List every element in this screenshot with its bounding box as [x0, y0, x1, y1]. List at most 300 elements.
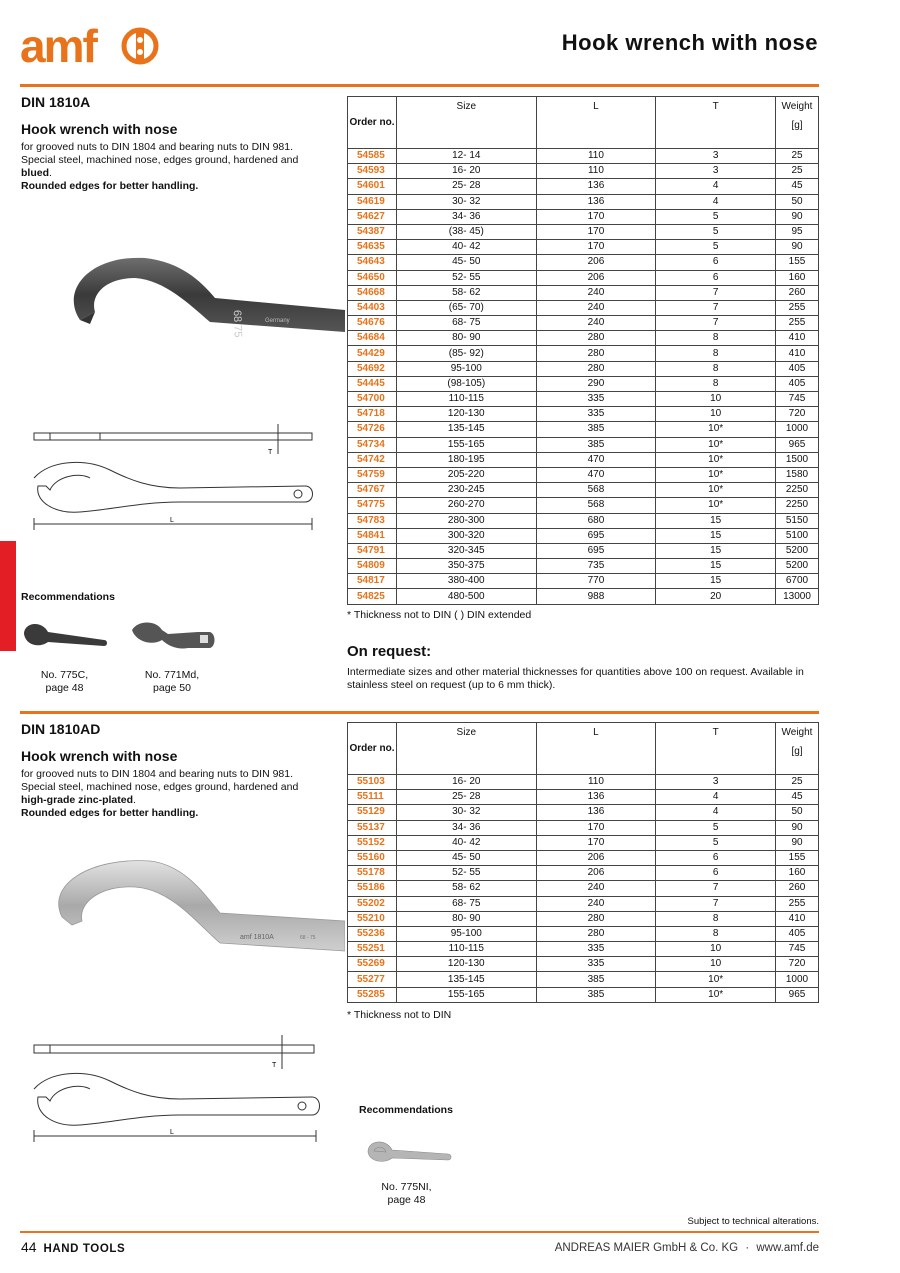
table-row	[348, 820, 819, 835]
table-row	[348, 574, 819, 589]
order-no-cell: 54692	[348, 361, 397, 376]
svg-text:L: L	[170, 1129, 174, 1136]
technical-drawing-2	[30, 1035, 325, 1145]
t-cell: 20	[656, 589, 776, 604]
table-row	[348, 331, 819, 346]
order-no-cell: 54817	[348, 574, 397, 589]
table-row	[348, 209, 819, 224]
table-row	[348, 835, 819, 850]
l-cell: 170	[536, 820, 656, 835]
l-cell: 280	[536, 361, 656, 376]
order-no-cell: 54387	[348, 224, 397, 239]
weight-cell: 1000	[776, 422, 819, 437]
section-tab-marker	[0, 541, 16, 651]
size-cell: 95-100	[396, 926, 536, 941]
t-cell: 4	[656, 179, 776, 194]
t-cell: 15	[656, 528, 776, 543]
order-no-cell: 54825	[348, 589, 397, 604]
table-row	[348, 452, 819, 467]
product-title-2: Hook wrench with nose	[21, 748, 178, 764]
order-no-cell: 54601	[348, 179, 397, 194]
size-cell: 205-220	[396, 467, 536, 482]
weight-cell: 260	[776, 881, 819, 896]
order-no-cell: 55202	[348, 896, 397, 911]
svg-text:amf 1810A: amf 1810A	[240, 934, 274, 941]
l-cell: 110	[536, 775, 656, 790]
order-no-cell: 54759	[348, 467, 397, 482]
table-row	[348, 911, 819, 926]
l-cell: 240	[536, 316, 656, 331]
l-cell: 568	[536, 498, 656, 513]
size-cell: 95-100	[396, 361, 536, 376]
recommendations-label-1: Recommendations	[21, 591, 115, 603]
table-row	[348, 376, 819, 391]
section-rule	[20, 711, 819, 714]
size-cell: 52- 55	[396, 270, 536, 285]
weight-cell: 155	[776, 850, 819, 865]
svg-text:T: T	[272, 1062, 277, 1069]
order-no-cell: 54593	[348, 164, 397, 179]
t-cell: 7	[656, 300, 776, 315]
col-l: L	[536, 723, 656, 775]
l-cell: 680	[536, 513, 656, 528]
weight-cell: 260	[776, 285, 819, 300]
size-cell: 135-145	[396, 422, 536, 437]
l-cell: 290	[536, 376, 656, 391]
table-row	[348, 972, 819, 987]
size-cell: 68- 75	[396, 316, 536, 331]
weight-cell: 2250	[776, 483, 819, 498]
t-cell: 4	[656, 805, 776, 820]
t-cell: 10*	[656, 972, 776, 987]
table-row	[348, 957, 819, 972]
order-no-cell: 54783	[348, 513, 397, 528]
table-row	[348, 316, 819, 331]
size-cell: 58- 62	[396, 881, 536, 896]
table-row	[348, 179, 819, 194]
l-cell: 206	[536, 270, 656, 285]
l-cell: 170	[536, 209, 656, 224]
l-cell: 470	[536, 452, 656, 467]
order-no-cell: 55277	[348, 972, 397, 987]
l-cell: 695	[536, 543, 656, 558]
weight-cell: 410	[776, 346, 819, 361]
t-cell: 5	[656, 240, 776, 255]
t-cell: 6	[656, 270, 776, 285]
weight-cell: 1580	[776, 467, 819, 482]
t-cell: 8	[656, 911, 776, 926]
recommendation-771md-caption: No. 771Md, page 50	[144, 669, 200, 694]
order-no-cell: 54726	[348, 422, 397, 437]
size-cell: 120-130	[396, 407, 536, 422]
t-cell: 15	[656, 559, 776, 574]
weight-cell: 720	[776, 957, 819, 972]
size-cell: 350-375	[396, 559, 536, 574]
weight-cell: 50	[776, 805, 819, 820]
page-number	[21, 1239, 125, 1255]
size-cell: 280-300	[396, 513, 536, 528]
footnote-1: * Thickness not to DIN ( ) DIN extended	[347, 609, 532, 621]
l-cell: 240	[536, 881, 656, 896]
table-row	[348, 805, 819, 820]
l-cell: 136	[536, 194, 656, 209]
table-row	[348, 285, 819, 300]
table-row	[348, 255, 819, 270]
table-row	[348, 300, 819, 315]
weight-cell: 50	[776, 194, 819, 209]
company-name: ANDREAS MAIER GmbH & Co. KG	[554, 1242, 739, 1254]
subject-note: Subject to technical alterations.	[687, 1216, 819, 1227]
t-cell: 5	[656, 224, 776, 239]
svg-text:T: T	[268, 449, 273, 456]
size-cell: 110-115	[396, 942, 536, 957]
t-cell: 3	[656, 164, 776, 179]
l-cell: 136	[536, 790, 656, 805]
col-l: L	[536, 97, 656, 149]
spec-table-1	[347, 96, 819, 605]
recommendation-775c-caption: No. 775C, page 48	[40, 669, 89, 694]
order-no-cell: 54627	[348, 209, 397, 224]
table-row	[348, 850, 819, 865]
weight-cell: 95	[776, 224, 819, 239]
table-row	[348, 392, 819, 407]
table-row	[348, 422, 819, 437]
l-cell: 470	[536, 467, 656, 482]
t-cell: 5	[656, 820, 776, 835]
size-cell: 230-245	[396, 483, 536, 498]
l-cell: 385	[536, 987, 656, 1002]
page-title: Hook wrench with nose	[561, 30, 818, 55]
size-cell: 45- 50	[396, 850, 536, 865]
l-cell: 988	[536, 589, 656, 604]
svg-text:Germany: Germany	[265, 318, 290, 324]
weight-cell: 255	[776, 896, 819, 911]
product-description-2: for grooved nuts to DIN 1804 and bearing nuts to DIN 981. Special steel, machined nose, edges ground, hardened and high-grade zinc-plated. Rounded edges for better handling.	[21, 768, 299, 819]
table-row	[348, 589, 819, 604]
weight-cell: 25	[776, 164, 819, 179]
size-cell: 25- 28	[396, 179, 536, 194]
t-cell: 8	[656, 926, 776, 941]
l-cell: 280	[536, 346, 656, 361]
weight-cell: 45	[776, 179, 819, 194]
size-cell: (85- 92)	[396, 346, 536, 361]
weight-cell: 90	[776, 209, 819, 224]
size-cell: 155-165	[396, 987, 536, 1002]
l-cell: 240	[536, 285, 656, 300]
t-cell: 10	[656, 407, 776, 422]
size-cell: 40- 42	[396, 240, 536, 255]
recommendations-label-2: Recommendations	[359, 1104, 453, 1116]
order-no-cell: 54619	[348, 194, 397, 209]
size-cell: 58- 62	[396, 285, 536, 300]
order-no-cell: 54668	[348, 285, 397, 300]
table-row	[348, 790, 819, 805]
order-no-cell: 55137	[348, 820, 397, 835]
t-cell: 10*	[656, 483, 776, 498]
size-cell: 25- 28	[396, 790, 536, 805]
weight-cell: 2250	[776, 498, 819, 513]
t-cell: 7	[656, 881, 776, 896]
weight-cell: 255	[776, 316, 819, 331]
l-cell: 695	[536, 528, 656, 543]
brand-logo	[20, 20, 160, 70]
col-order-no: Order no.	[348, 723, 397, 775]
weight-cell: 155	[776, 255, 819, 270]
table-row	[348, 881, 819, 896]
weight-cell: 410	[776, 331, 819, 346]
table-row	[348, 346, 819, 361]
size-cell: 16- 20	[396, 164, 536, 179]
t-cell: 3	[656, 149, 776, 164]
table-row	[348, 361, 819, 376]
weight-cell: 410	[776, 911, 819, 926]
t-cell: 15	[656, 543, 776, 558]
size-cell: 120-130	[396, 957, 536, 972]
order-no-cell: 55178	[348, 866, 397, 881]
table-row	[348, 164, 819, 179]
t-cell: 8	[656, 376, 776, 391]
size-cell: (98-105)	[396, 376, 536, 391]
t-cell: 4	[656, 790, 776, 805]
l-cell: 170	[536, 240, 656, 255]
wrench-photo-2	[50, 855, 345, 965]
l-cell: 206	[536, 255, 656, 270]
wrench-photo-1	[50, 250, 345, 360]
t-cell: 10*	[656, 452, 776, 467]
order-no-cell: 55210	[348, 911, 397, 926]
order-no-cell: 54585	[348, 149, 397, 164]
size-cell: 110-115	[396, 392, 536, 407]
order-no-cell: 55269	[348, 957, 397, 972]
weight-cell: 965	[776, 437, 819, 452]
order-no-cell: 54775	[348, 498, 397, 513]
order-no-cell: 54643	[348, 255, 397, 270]
col-t: T	[656, 97, 776, 149]
col-t: T	[656, 723, 776, 775]
order-no-cell: 55186	[348, 881, 397, 896]
t-cell: 7	[656, 896, 776, 911]
weight-cell: 90	[776, 240, 819, 255]
weight-cell: 25	[776, 775, 819, 790]
svg-text:68 - 75: 68 - 75	[300, 935, 316, 941]
order-no-cell: 55129	[348, 805, 397, 820]
product-title-1: Hook wrench with nose	[21, 121, 178, 137]
page-category: HAND TOOLS	[43, 1243, 126, 1255]
size-cell: 135-145	[396, 972, 536, 987]
table-row	[348, 866, 819, 881]
l-cell: 136	[536, 805, 656, 820]
order-no-cell: 55103	[348, 775, 397, 790]
t-cell: 10	[656, 392, 776, 407]
t-cell: 4	[656, 194, 776, 209]
size-cell: 16- 20	[396, 775, 536, 790]
size-cell: 80- 90	[396, 331, 536, 346]
din-heading-2: DIN 1810AD	[21, 721, 101, 737]
size-cell: 30- 32	[396, 194, 536, 209]
order-no-cell: 55251	[348, 942, 397, 957]
t-cell: 7	[656, 316, 776, 331]
order-no-cell: 54676	[348, 316, 397, 331]
weight-cell: 405	[776, 376, 819, 391]
table-row	[348, 467, 819, 482]
table-row	[348, 926, 819, 941]
t-cell: 10*	[656, 422, 776, 437]
order-no-cell: 55160	[348, 850, 397, 865]
weight-cell: 6700	[776, 574, 819, 589]
table-row	[348, 513, 819, 528]
l-cell: 335	[536, 942, 656, 957]
table-row	[348, 498, 819, 513]
order-no-cell: 54809	[348, 559, 397, 574]
spec-table-2	[347, 722, 819, 1003]
weight-cell: 745	[776, 392, 819, 407]
t-cell: 6	[656, 255, 776, 270]
t-cell: 3	[656, 775, 776, 790]
t-cell: 10*	[656, 437, 776, 452]
table-row	[348, 942, 819, 957]
l-cell: 280	[536, 926, 656, 941]
order-no-cell: 55152	[348, 835, 397, 850]
weight-cell: 5150	[776, 513, 819, 528]
size-cell: 180-195	[396, 452, 536, 467]
l-cell: 240	[536, 896, 656, 911]
l-cell: 280	[536, 911, 656, 926]
l-cell: 735	[536, 559, 656, 574]
logo-text: amf	[20, 20, 96, 70]
l-cell: 110	[536, 164, 656, 179]
weight-cell: 160	[776, 866, 819, 881]
col-size: Size	[396, 97, 536, 149]
l-cell: 568	[536, 483, 656, 498]
col-weight: Weight [g]	[776, 723, 819, 775]
t-cell: 5	[656, 835, 776, 850]
footer-rule	[20, 1231, 819, 1233]
weight-cell: 5100	[776, 528, 819, 543]
size-cell: 80- 90	[396, 911, 536, 926]
col-order-no: Order no.	[348, 97, 397, 149]
size-cell: 260-270	[396, 498, 536, 513]
t-cell: 15	[656, 574, 776, 589]
t-cell: 10*	[656, 498, 776, 513]
t-cell: 8	[656, 331, 776, 346]
weight-cell: 1500	[776, 452, 819, 467]
order-no-cell: 54791	[348, 543, 397, 558]
col-weight: Weight [g]	[776, 97, 819, 149]
footer-company	[555, 1242, 819, 1254]
l-cell: 335	[536, 957, 656, 972]
table-row	[348, 543, 819, 558]
size-cell: 30- 32	[396, 805, 536, 820]
order-no-cell: 55285	[348, 987, 397, 1002]
weight-cell: 1000	[776, 972, 819, 987]
l-cell: 385	[536, 972, 656, 987]
din-heading-1: DIN 1810A	[21, 94, 91, 110]
order-no-cell: 54635	[348, 240, 397, 255]
order-no-cell: 54403	[348, 300, 397, 315]
order-no-cell: 54718	[348, 407, 397, 422]
recommendation-775ni-icon	[364, 1138, 454, 1168]
weight-cell: 965	[776, 987, 819, 1002]
l-cell: 136	[536, 179, 656, 194]
page-number-value: 44	[21, 1239, 37, 1255]
size-cell: 40- 42	[396, 835, 536, 850]
header-rule	[20, 84, 819, 87]
t-cell: 10	[656, 942, 776, 957]
recommendation-775ni-caption: No. 775NI, page 48	[381, 1181, 432, 1206]
website-link[interactable]: www.amf.de	[756, 1242, 819, 1254]
recommendation-771md-icon	[128, 620, 218, 652]
size-cell: 480-500	[396, 589, 536, 604]
weight-cell: 5200	[776, 543, 819, 558]
table-row	[348, 270, 819, 285]
weight-cell: 90	[776, 835, 819, 850]
table-row	[348, 149, 819, 164]
size-cell: 45- 50	[396, 255, 536, 270]
table-row	[348, 224, 819, 239]
t-cell: 5	[656, 209, 776, 224]
order-no-cell: 54742	[348, 452, 397, 467]
size-cell: 155-165	[396, 437, 536, 452]
order-no-cell: 55111	[348, 790, 397, 805]
l-cell: 335	[536, 407, 656, 422]
l-cell: 206	[536, 850, 656, 865]
t-cell: 10	[656, 957, 776, 972]
t-cell: 10*	[656, 987, 776, 1002]
size-cell: 380-400	[396, 574, 536, 589]
weight-cell: 745	[776, 942, 819, 957]
weight-cell: 160	[776, 270, 819, 285]
weight-cell: 90	[776, 820, 819, 835]
table-row	[348, 775, 819, 790]
order-no-cell: 54734	[348, 437, 397, 452]
table-row	[348, 559, 819, 574]
t-cell: 10*	[656, 467, 776, 482]
l-cell: 385	[536, 422, 656, 437]
t-cell: 6	[656, 850, 776, 865]
weight-cell: 720	[776, 407, 819, 422]
svg-text:68 75: 68 75	[230, 309, 244, 338]
l-cell: 385	[536, 437, 656, 452]
t-cell: 8	[656, 346, 776, 361]
order-no-cell: 54445	[348, 376, 397, 391]
footer-separator: ·	[745, 1242, 750, 1254]
product-description-1: for grooved nuts to DIN 1804 and bearing nuts to DIN 981. Special steel, machined nose, edges ground, hardened and blued. Rounded edges for better handling.	[21, 141, 299, 192]
svg-text:L: L	[170, 517, 174, 524]
weight-cell: 255	[776, 300, 819, 315]
l-cell: 170	[536, 224, 656, 239]
weight-cell: 45	[776, 790, 819, 805]
l-cell: 170	[536, 835, 656, 850]
l-cell: 770	[536, 574, 656, 589]
table-row	[348, 437, 819, 452]
table-row	[348, 483, 819, 498]
on-request-title: On request:	[347, 643, 432, 660]
table-row	[348, 194, 819, 209]
table-row	[348, 987, 819, 1002]
order-no-cell: 54841	[348, 528, 397, 543]
table-row	[348, 528, 819, 543]
size-cell: 12- 14	[396, 149, 536, 164]
t-cell: 15	[656, 513, 776, 528]
l-cell: 280	[536, 331, 656, 346]
size-cell: 300-320	[396, 528, 536, 543]
weight-cell: 13000	[776, 589, 819, 604]
footnote-2: * Thickness not to DIN	[347, 1009, 452, 1021]
t-cell: 7	[656, 285, 776, 300]
table-row	[348, 240, 819, 255]
table-row	[348, 896, 819, 911]
size-cell: 34- 36	[396, 820, 536, 835]
